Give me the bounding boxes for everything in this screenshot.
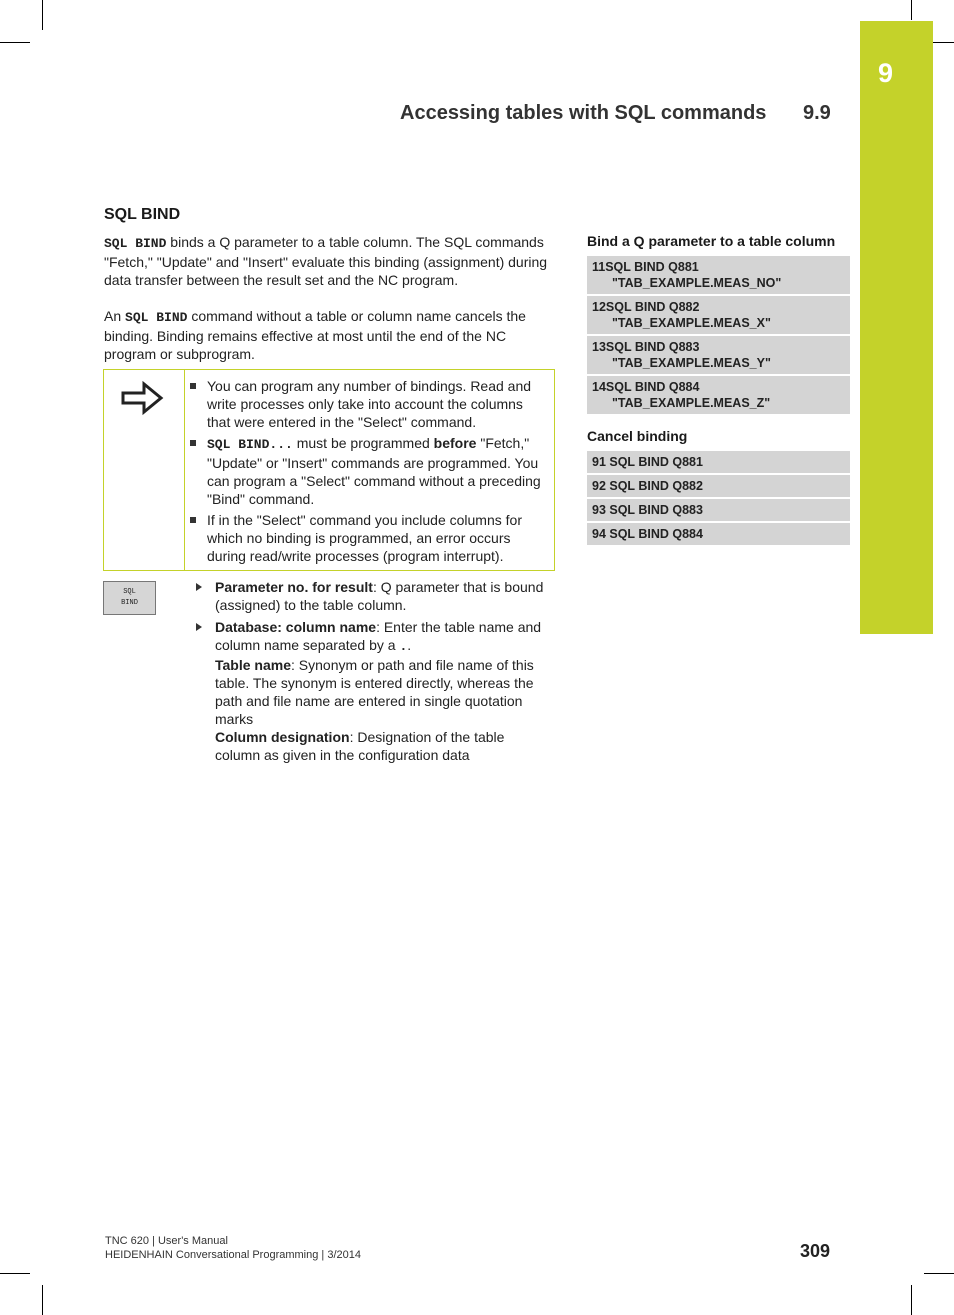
footer-line-2: HEIDENHAIN Conversational Programming | 3/2014: [105, 1249, 361, 1261]
softkey-label-line-1: SQL: [123, 588, 136, 596]
note-bold: before: [433, 435, 477, 451]
crop-mark: [911, 0, 912, 20]
crop-mark: [42, 1285, 43, 1315]
step-item: [193, 618, 553, 764]
code-line: 14SQL BIND Q884: [592, 380, 700, 394]
note-text: You can program any number of bindings. Read and write processes only take into account the columns that were entered in the "Select" command.: [207, 378, 532, 430]
step-item: [193, 578, 553, 614]
note-text: must be programmed: [292, 435, 434, 451]
chapter-number: 9: [878, 58, 894, 88]
code-row: [587, 256, 850, 294]
cancel-example-table: [587, 451, 850, 547]
step-bold: Column designation: [215, 729, 350, 745]
running-header-section: 9.9: [803, 102, 831, 124]
code-row: [587, 376, 850, 414]
step-text: : Designation of the table column as given in the configuration data: [215, 729, 505, 763]
page-number: 309: [800, 1241, 831, 1261]
code-line: "TAB_EXAMPLE.MEAS_NO": [612, 276, 782, 290]
step-text: : Enter the table name and column name separated by a: [215, 619, 542, 653]
code-row: 94 SQL BIND Q884: [587, 523, 850, 545]
code-row: 92 SQL BIND Q882: [587, 475, 850, 497]
bind-example-heading: Bind a Q parameter to a table column: [587, 233, 836, 249]
softkey-label-line-2: BIND: [121, 599, 138, 607]
note-text: If in the "Select" command you include columns for which no binding is programmed, an error occurs during read/write processes (program interrupt).: [207, 512, 522, 564]
code-row: [587, 336, 850, 374]
paragraph-text: An: [104, 308, 126, 324]
crop-mark: [924, 1273, 954, 1274]
running-header-title: Accessing tables with SQL commands: [400, 102, 767, 124]
code-line: "TAB_EXAMPLE.MEAS_X": [612, 316, 771, 330]
code-row: 91 SQL BIND Q881: [587, 451, 850, 473]
code-line: "TAB_EXAMPLE.MEAS_Z": [612, 396, 771, 410]
keyword: SQL BIND...: [207, 437, 293, 452]
cancel-example-heading: Cancel binding: [587, 428, 688, 444]
bind-example-table: [587, 256, 850, 416]
keyword: SQL BIND: [125, 310, 188, 325]
note-divider: [184, 370, 185, 570]
sql-bind-softkey: [103, 581, 156, 615]
step-text: : Synonym or path and file name of this table. The synonym is entered directly, whereas the path and file name are entered in single quotation marks: [215, 657, 534, 727]
section-title: SQL BIND: [104, 206, 181, 223]
arrow-right-icon: [120, 380, 164, 416]
note-item: [190, 511, 546, 565]
crop-mark: [911, 1285, 912, 1315]
crop-mark: [42, 0, 43, 30]
step-text: .: [407, 637, 412, 653]
note-item: [190, 434, 546, 508]
footer-line-1: TNC 620 | User's Manual: [105, 1235, 228, 1247]
footer: [105, 1234, 361, 1262]
code-row: 93 SQL BIND Q883: [587, 499, 850, 521]
crop-mark: [0, 42, 30, 43]
code-line: 13SQL BIND Q883: [592, 340, 700, 354]
step-bold: Parameter no. for result: [215, 579, 373, 595]
step-bold: Database: column name: [215, 619, 377, 635]
intro-paragraph-1: [104, 233, 554, 289]
code-line: "TAB_EXAMPLE.MEAS_Y": [612, 356, 771, 370]
code-line: 11SQL BIND Q881: [592, 260, 699, 274]
paragraph-text: binds a Q parameter to a table column. The SQL commands "Fetch," "Update" and "Insert" evaluate this binding (assignment) during data transfer between the result set and the NC program.: [104, 234, 548, 288]
crop-mark: [0, 1273, 30, 1274]
chapter-tab: [860, 21, 933, 634]
code-row: [587, 296, 850, 334]
intro-paragraph-2: [104, 307, 554, 363]
keyword: SQL BIND: [104, 236, 167, 251]
paragraph-text: command without a table or column name cancels the binding. Binding remains effective at most until the end of the NC program or subprogram.: [104, 308, 526, 362]
note-item: [190, 377, 546, 431]
keyword: .: [399, 639, 408, 654]
step-text: : Q parameter that is bound (assigned) to the table column.: [215, 579, 544, 613]
note-list: [190, 377, 546, 568]
step-list: [193, 578, 553, 768]
note-text: "Fetch," "Update" or "Insert" commands are programmed. You can program a "Select" command without a preceding "Bind" command.: [207, 435, 541, 507]
code-line: 12SQL BIND Q882: [592, 300, 700, 314]
step-bold: Table name: [215, 657, 291, 673]
